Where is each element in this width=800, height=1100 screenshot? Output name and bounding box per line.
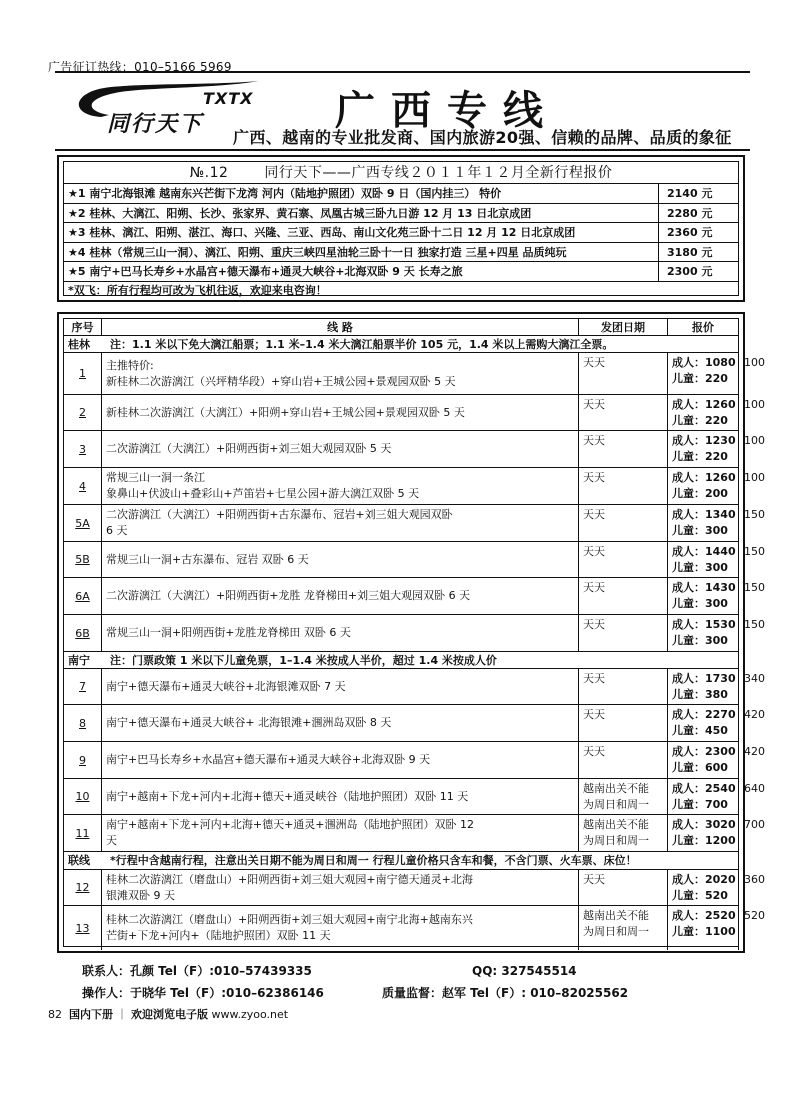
route-cell [102,505,579,541]
footer-url[interactable]: www.zyoo.net [211,1008,289,1021]
route-cell [102,669,579,704]
row-number-text[interactable]: 4 [79,479,86,493]
row-number-text[interactable]: 5B [75,553,90,566]
child-price: 儿童：1100 [672,925,736,938]
page-footer: 82 国内下册 ｜ 欢迎浏览电子版 www.zyoo.net [48,1008,289,1021]
logo-cn-text: 同行天下 [107,112,204,137]
row-number-text[interactable]: 9 [79,753,86,767]
adult-price: 成人：3020 [672,818,736,831]
price-cell [668,742,739,778]
table-row [64,542,765,578]
contact-qq: QQ: 327545514 [472,964,577,978]
route-cell [102,468,579,504]
route-line: 新桂林二次游漓江（大漓江）+阳朔+穿山岩+王城公园+景观园双卧 5 天 [106,405,465,419]
offer-row [64,204,738,224]
adult-price: 成人：2300 [672,745,736,758]
row-number [64,353,102,394]
route-cell [102,542,579,577]
page-number: 82 [48,1008,62,1021]
table-row [64,870,765,906]
route-cell [102,870,579,905]
row-number [64,468,102,504]
offer-row [64,223,738,243]
offer-row [64,184,738,204]
adult-price: 成人：1530 [672,618,736,631]
row-number [64,578,102,614]
adult-price: 成人：2520 [672,909,736,922]
price-cell [668,542,739,577]
route-line: 南宁+巴马长寿乡+水晶宫+德天瀑布+通灵大峡谷+北海双卧 9 天 [106,753,431,766]
section-name: 联线 [68,854,90,867]
departure-cell [579,353,668,394]
departure-date: 天天 [583,672,605,685]
offer-row [64,262,738,282]
header-date: 发团日期 [579,319,668,335]
route-line: 常规三山一洞+阳朔西街+龙胜龙脊梯田 双卧 6 天 [106,626,351,639]
price-cell [668,353,739,394]
ad-hotline: 广告征订热线：010–5166 5969 [48,60,232,74]
offers-title [64,162,738,184]
adult-price: 成人：1260 [672,471,736,484]
price-cell [668,906,739,950]
offer-row [64,243,738,263]
route-line: 桂林二次游漓江（磨盘山）+阳朔西街+刘三姐大观园+南宁德天通灵+北海 [106,872,473,886]
route-line: 银滩双卧 9 天 [106,888,175,902]
divider [55,149,750,151]
route-cell [102,395,579,430]
offer-price: 2280 元 [658,204,738,223]
adult-price: 成人：2540 [672,782,736,795]
offer-desc: ★2 桂林、大漓江、阳朔、长沙、张家界、黄石寨、凤凰古城三卧九日游 12 月 13 日北京成团 [68,206,532,220]
table-row [64,353,765,395]
route-line: 二次游漓江（大漓江）+阳朔西街+古东瀑布、冠岩+刘三姐大观园双卧 [106,508,453,521]
row-number-text[interactable]: 1 [79,367,86,380]
price-cell [668,669,739,704]
section-note: *行程中含越南行程，注意出关日期不能为周日和周一 行程儿童价格只含车和餐，不含门票、火车票、床位！ [110,854,637,867]
price-cell [668,779,739,814]
child-price: 儿童：200 [672,487,728,500]
quality-supervisor: 质量监督：赵军 Tel（F）: 010–82025562 [382,986,629,1000]
departure-date: 天天 [583,745,605,758]
departure-date: 越南出关不能 [583,782,649,795]
departure-date: 为周日和周一 [583,834,649,847]
table-row [64,431,765,468]
row-number-text[interactable]: 12 [75,881,90,894]
single-supplement: 420 [744,745,765,758]
row-number-text[interactable]: 10 [75,790,90,803]
itinerary-table [57,312,765,953]
table-header [64,319,738,336]
route-line: 6 天 [106,524,128,537]
page-title: 广西专线 [335,87,559,134]
child-price: 儿童：220 [672,450,728,463]
route-line: 常规三山一洞+古东瀑布、冠岩 双卧 6 天 [106,552,309,566]
single-supplement: 100 [744,356,765,369]
row-number-text[interactable]: 8 [79,716,86,730]
offers-note: *双飞：所有行程均可改为飞机往返，欢迎来电咨询！ [68,283,327,297]
special-offers-box [57,155,745,302]
route-line: 象鼻山+伏波山+叠彩山+芦笛岩+七星公园+游大漓江双卧 5 天 [106,487,420,500]
section-note: 注：门票政策 1 米以下儿童免票，1–1.4 米按成人半价，超过 1.4 米按成人价 [110,654,497,667]
contact-info [82,960,722,1004]
row-number-text[interactable]: 5A [75,516,90,530]
table-row [64,815,765,852]
route-line: 天 [106,834,117,847]
single-supplement: 340 [744,672,765,685]
departure-date: 天天 [583,708,605,721]
header [55,73,755,148]
offer-desc: ★3 桂林、漓江、阳朔、湛江、海口、兴隆、三亚、西岛、南山文化苑三卧十二日 12 月 12 日北京成团 [68,226,576,239]
price-cell [668,395,739,430]
row-number [64,742,102,778]
departure-cell [579,705,668,741]
departure-cell [579,468,668,504]
row-number-text[interactable]: 6A [75,589,90,603]
route-cell [102,742,579,778]
departure-date: 天天 [583,398,605,411]
adult-price: 成人：2020 [672,873,736,886]
departure-cell [579,779,668,814]
child-price: 儿童：450 [672,724,728,737]
child-price: 儿童：700 [672,798,728,811]
departure-date: 为周日和周一 [583,798,649,811]
logo-en-text: TXTX [203,89,254,108]
price-cell [668,468,739,504]
contact-person: 联系人：孔颜 Tel（F）:010–57439335 [82,964,312,978]
table-row [64,906,765,950]
price-cell [668,870,739,905]
child-price: 儿童：300 [672,561,728,574]
row-number-text[interactable]: 13 [75,921,90,935]
footer-section: 国内下册 [69,1008,113,1021]
departure-cell [579,578,668,614]
departure-date: 天天 [583,471,605,484]
departure-cell [579,395,668,430]
divider [55,71,750,73]
single-supplement: 150 [744,508,765,521]
section-row [64,652,738,669]
section-name: 桂林 [68,338,90,351]
departure-date: 天天 [583,545,605,558]
adult-price: 成人：1080 [672,356,736,369]
adult-price: 成人：1730 [672,672,736,685]
section-row [64,336,738,353]
route-cell [102,353,579,394]
table-row [64,779,765,815]
departure-date: 天天 [583,873,605,886]
route-cell [102,779,579,814]
adult-price: 成人：1260 [672,398,736,411]
departure-date: 越南出关不能 [583,818,649,831]
route-line: 芒街+下龙+河内+（陆地护照团）双卧 11 天 [106,929,331,942]
route-line: 常规三山一洞一条江 [106,471,205,484]
header-route: 线 路 [102,319,579,335]
operator: 操作人：于晓华 Tel（F）:010–62386146 [82,986,324,1000]
departure-date: 天天 [583,618,605,631]
offer-price: 2360 元 [658,223,738,242]
row-number-text[interactable]: 2 [79,406,86,419]
route-line: 二次游漓江（大漓江）+阳朔西街+刘三姐大观园双卧 5 天 [106,442,392,455]
row-number [64,669,102,704]
departure-cell [579,870,668,905]
offer-desc: ★4 桂林（常规三山一洞）、漓江、阳朔、重庆三峡四星油轮三卧十一日 独家打造 三星+四星 品质纯玩 [68,245,567,259]
departure-date: 为周日和周一 [583,925,649,938]
route-cell [102,705,579,741]
table-row [64,468,765,505]
route-line: 新桂林二次游漓江（兴坪精华段）+穿山岩+王城公园+景观园双卧 5 天 [106,374,456,388]
single-supplement: 150 [744,545,765,558]
child-price: 儿童：520 [672,889,728,902]
price-cell [668,615,739,651]
route-line: 南宁+越南+下龙+河内+北海+德天+通灵峡谷（陆地护照团）双卧 11 天 [106,789,469,803]
departure-date: 天天 [583,434,605,447]
route-line: 南宁+越南+下龙+河内+北海+德天+通灵+涠洲岛（陆地护照团）双卧 12 [106,818,475,831]
table-row [64,705,765,742]
single-supplement: 520 [744,909,765,922]
table-row [64,578,765,615]
departure-cell [579,669,668,704]
single-supplement: 150 [744,618,765,631]
child-price: 儿童：300 [672,634,728,647]
departure-cell [579,742,668,778]
route-cell [102,815,579,851]
row-number [64,431,102,467]
departure-cell [579,815,668,851]
route-cell [102,906,579,950]
route-cell [102,431,579,467]
row-number [64,779,102,814]
issue-number: №.12 [189,165,229,181]
single-supplement: 100 [744,471,765,484]
table-row [64,742,765,779]
departure-cell [579,906,668,950]
single-supplement: 100 [744,434,765,447]
departure-cell [579,615,668,651]
child-price: 儿童：1200 [672,834,736,847]
child-price: 儿童：220 [672,414,728,427]
departure-cell [579,505,668,541]
departure-date: 天天 [583,508,605,521]
offer-desc: ★1 南宁北海银滩 越南东兴芒街下龙湾 河内（陆地护照团）双卧 9 日（国内挂三） 特价 [68,187,502,200]
offer-price: 2300 元 [658,262,738,281]
offers-title-text: 同行天下——广西专线２０１１年１２月全新行程报价 [264,165,613,181]
route-line: 南宁+德天瀑布+通灵大峡谷+ 北海银滩+涠洲岛双卧 8 天 [106,716,392,729]
offer-price: 3180 元 [658,243,738,262]
section-note: 注：1.1 米以下免大漓江船票；1.1 米–1.4 米大漓江船票半价 105 元，1.4 米以上需购大漓江全票。 [110,338,614,351]
row-number-text[interactable]: 6B [75,626,90,640]
row-number [64,542,102,577]
route-cell [102,615,579,651]
price-cell [668,431,739,467]
section-row [64,852,738,870]
price-cell [668,815,739,851]
table-row [64,615,765,652]
child-price: 儿童：380 [672,688,728,701]
adult-price: 成人：1340 [672,508,736,521]
adult-price: 成人：1230 [672,434,736,447]
row-number [64,615,102,651]
row-number [64,906,102,950]
row-number [64,705,102,741]
price-cell [668,505,739,541]
price-cell [668,578,739,614]
single-supplement: 700 [744,818,765,831]
footer-tagline: 欢迎浏览电子版 [131,1008,208,1021]
header-price: 报价 [668,319,739,335]
offer-price: 2140 元 [658,184,738,203]
child-price: 儿童：600 [672,761,728,774]
route-line: 桂林二次游漓江（磨盘山）+阳朔西街+刘三姐大观园+南宁北海+越南东兴 [106,913,473,926]
departure-date: 天天 [583,356,605,369]
row-number [64,870,102,905]
row-number-text[interactable]: 11 [75,826,90,840]
adult-price: 成人：1440 [672,545,736,558]
child-price: 儿童：300 [672,524,728,537]
price-cell [668,705,739,741]
offer-desc: ★5 南宁+巴马长寿乡+水晶宫+德天瀑布+通灵大峡谷+北海双卧 9 天 长寿之旅 [68,265,463,278]
departure-cell [579,542,668,577]
section-name: 南宁 [68,654,90,667]
row-number-text[interactable]: 3 [79,442,86,456]
single-supplement: 150 [744,581,765,594]
adult-price: 成人：2270 [672,708,736,721]
single-supplement: 640 [744,782,765,795]
child-price: 儿童：220 [672,372,728,385]
row-number [64,815,102,851]
row-number [64,505,102,541]
route-line: 二次游漓江（大漓江）+阳朔西街+龙胜 龙脊梯田+刘三姐大观园双卧 6 天 [106,589,471,602]
row-number [64,395,102,430]
departure-cell [579,431,668,467]
header-no: 序号 [64,319,102,335]
slogan: 广西、越南的专业批发商、国内旅游20强、信赖的品牌、品质的象征 [233,128,732,147]
single-supplement: 420 [744,708,765,721]
route-cell [102,578,579,614]
table-row [64,505,765,542]
single-supplement: 100 [744,398,765,411]
child-price: 儿童：300 [672,597,728,610]
row-number-text[interactable]: 7 [79,680,86,693]
route-line: 主推特价: [106,358,154,372]
single-supplement: 360 [744,873,765,886]
table-row [64,395,765,431]
adult-price: 成人：1430 [672,581,736,594]
route-line: 南宁+德天瀑布+通灵大峡谷+北海银滩双卧 7 天 [106,679,346,693]
departure-date: 天天 [583,581,605,594]
departure-date: 越南出关不能 [583,909,649,922]
table-row [64,669,765,705]
